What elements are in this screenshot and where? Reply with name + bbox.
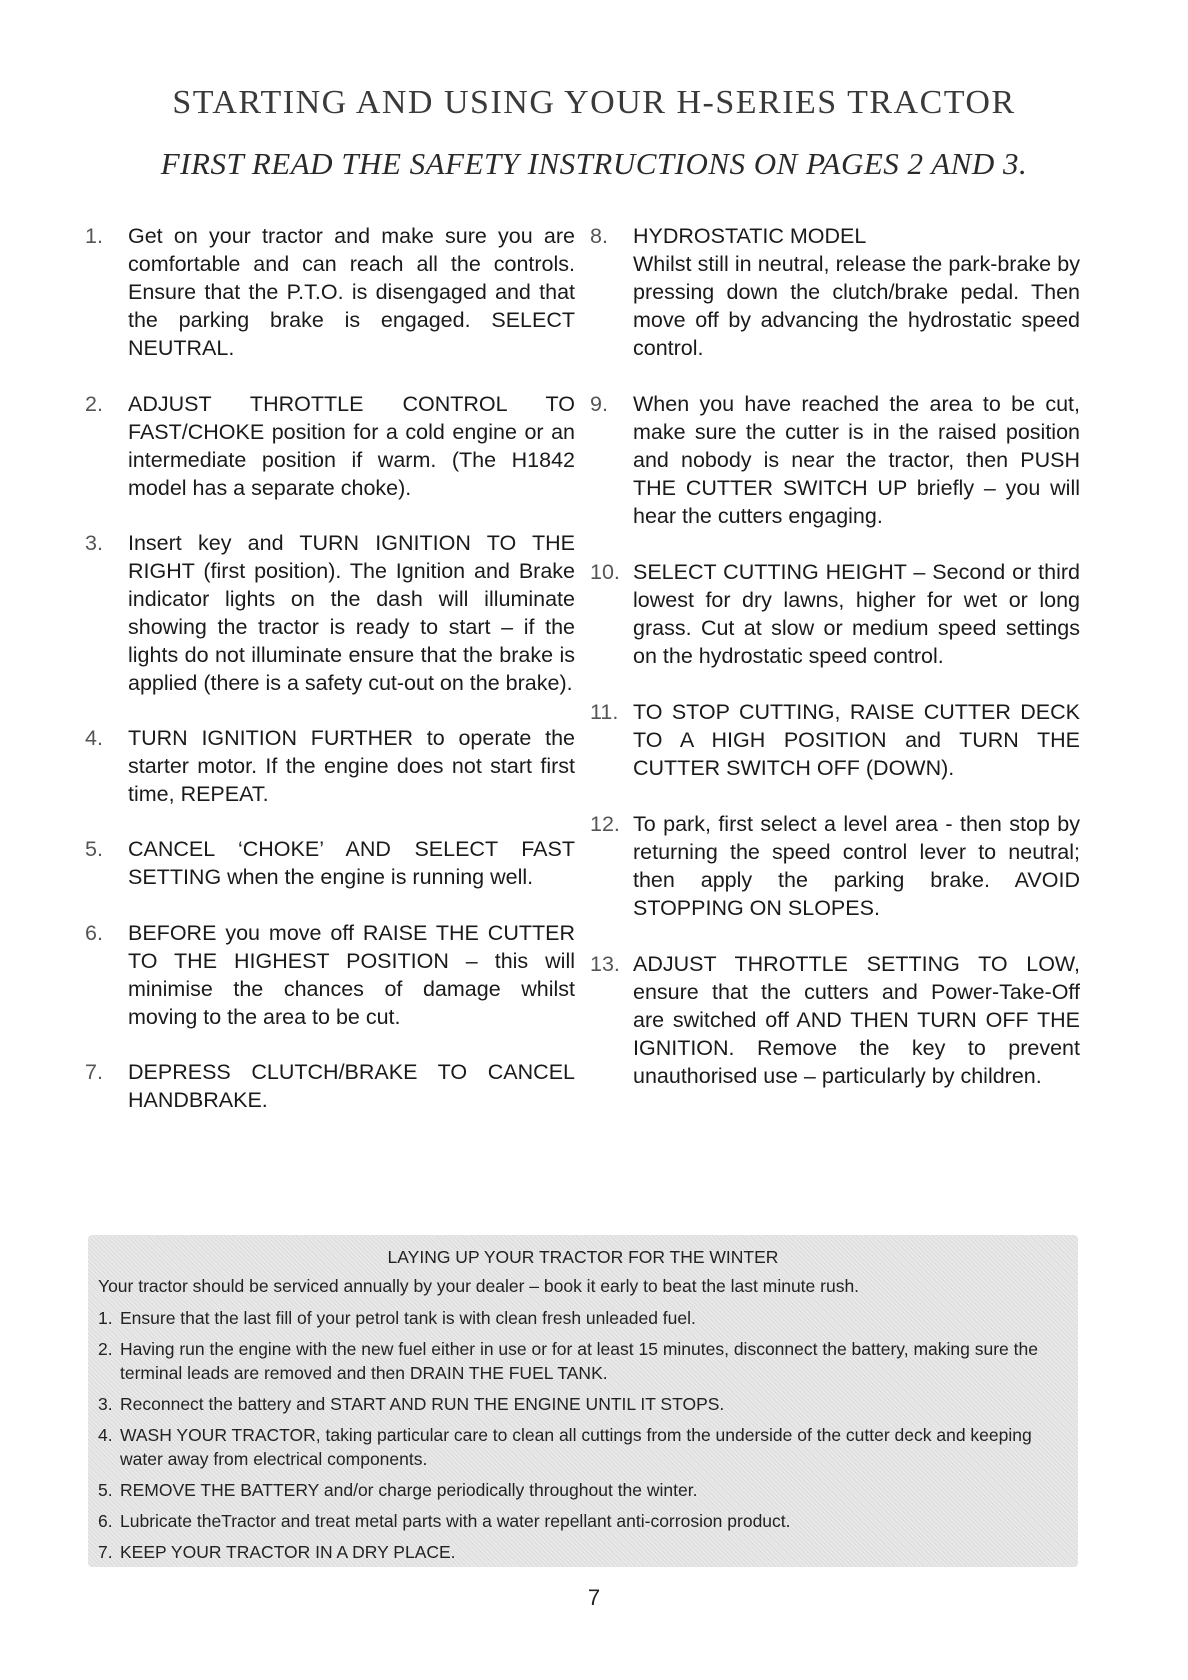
list-item bbox=[98, 1478, 1068, 1502]
winter-box-title: LAYING UP YOUR TRACTOR FOR THE WINTER bbox=[387, 1247, 779, 1267]
step-number: 10. bbox=[590, 560, 620, 584]
step-11 bbox=[590, 698, 1080, 782]
steps-left-column bbox=[85, 222, 575, 1114]
item-text: Ensure that the last fill of your petrol tank is with clean fresh unleaded fuel. bbox=[120, 1308, 696, 1328]
step-3 bbox=[85, 529, 575, 697]
step-number: 6. bbox=[85, 921, 103, 945]
step-text: Insert key and TURN IGNITION TO THE RIGHT (first position). The Ignition and Brake indicator lights on the dash will illuminate showing the tractor is ready to start – if the lights do not illuminate ensure that the brake is applied (there is a safety cut-out on the brake). bbox=[128, 531, 575, 695]
step-8 bbox=[590, 222, 1080, 362]
step-text: SELECT CUTTING HEIGHT – Second or third lowest for dry lawns, higher for wet or long grass. Cut at slow or medium speed settings on the hydrostatic speed control. bbox=[633, 560, 1080, 668]
list-item bbox=[98, 1306, 1068, 1330]
item-number: 7. bbox=[98, 1542, 113, 1562]
step-5 bbox=[85, 835, 575, 891]
step-12 bbox=[590, 810, 1080, 922]
item-text: KEEP YOUR TRACTOR IN A DRY PLACE. bbox=[120, 1542, 456, 1562]
safety-notice: FIRST READ THE SAFETY INSTRUCTIONS ON PAGES 2 AND 3. bbox=[160, 146, 1028, 181]
page-title: STARTING AND USING YOUR H-SERIES TRACTOR bbox=[172, 84, 1016, 121]
step-text: To park, first select a level area - then stop by returning the speed control lever to neutral; then apply the parking brake. AVOID STOPPING ON SLOPES. bbox=[633, 812, 1080, 920]
step-text: TURN IGNITION FURTHER to operate the starter motor. If the engine does not start first time, REPEAT. bbox=[128, 726, 575, 806]
step-7 bbox=[85, 1058, 575, 1114]
step-number: 4. bbox=[85, 726, 103, 750]
list-item bbox=[98, 1540, 1068, 1564]
step-text: BEFORE you move off RAISE THE CUTTER TO THE HIGHEST POSITION – this will minimise the chances of damage whilst moving to the area to be cut. bbox=[128, 921, 575, 1029]
step-text: ADJUST THROTTLE CONTROL TO FAST/CHOKE position for a cold engine or an intermediate position if warm. (The H1842 model has a separate choke). bbox=[128, 392, 575, 500]
step-number: 12. bbox=[590, 812, 620, 836]
step-text: CANCEL ‘CHOKE’ AND SELECT FAST SETTING when the engine is running well. bbox=[128, 837, 575, 889]
step-text: When you have reached the area to be cut, make sure the cutter is in the raised position and nobody is near the tractor, then PUSH THE CUTTER SWITCH UP briefly – you will hear the cutters engaging. bbox=[633, 392, 1080, 528]
list-item bbox=[98, 1337, 1068, 1385]
list-item bbox=[98, 1423, 1068, 1471]
item-number: 4. bbox=[98, 1425, 113, 1445]
item-number: 5. bbox=[98, 1480, 113, 1500]
item-text: Reconnect the battery and START AND RUN THE ENGINE UNTIL IT STOPS. bbox=[120, 1394, 725, 1414]
step-number: 7. bbox=[85, 1060, 103, 1084]
list-item bbox=[98, 1392, 1068, 1416]
step-number: 1. bbox=[85, 224, 103, 248]
step-13 bbox=[590, 950, 1080, 1090]
step-number: 5. bbox=[85, 837, 103, 861]
step-1 bbox=[85, 222, 575, 362]
step-text: TO STOP CUTTING, RAISE CUTTER DECK TO A HIGH POSITION and TURN THE CUTTER SWITCH OFF (DOWN). bbox=[633, 700, 1080, 780]
page-number: 7 bbox=[587, 1585, 601, 1610]
step-heading: HYDROSTATIC MODEL bbox=[633, 224, 867, 248]
item-number: 2. bbox=[98, 1339, 113, 1359]
step-text: Get on your tractor and make sure you are comfortable and can reach all the controls. Ensure that the P.T.O. is disengaged and that the parking brake is engaged. SELECT NEUTRAL. bbox=[128, 224, 575, 360]
winter-checklist bbox=[98, 1306, 1068, 1571]
item-text: REMOVE THE BATTERY and/or charge periodically throughout the winter. bbox=[120, 1480, 698, 1500]
step-number: 11. bbox=[590, 700, 619, 724]
step-number: 8. bbox=[590, 224, 608, 248]
step-10 bbox=[590, 558, 1080, 670]
step-text: Whilst still in neutral, release the park-brake by pressing down the clutch/brake pedal. Then move off by advancing the hydrostatic speed control. bbox=[633, 252, 1080, 360]
item-number: 1. bbox=[98, 1308, 113, 1328]
winter-layup-box bbox=[88, 1235, 1078, 1567]
step-text: DEPRESS CLUTCH/BRAKE TO CANCEL HANDBRAKE. bbox=[128, 1060, 575, 1112]
list-item bbox=[98, 1509, 1068, 1533]
step-number: 3. bbox=[85, 531, 103, 555]
item-text: Lubricate theTractor and treat metal parts with a water repellant anti-corrosion product. bbox=[120, 1511, 791, 1531]
item-text: WASH YOUR TRACTOR, taking particular care to clean all cuttings from the underside of the cutter deck and keeping water away from electrical components. bbox=[120, 1425, 1032, 1469]
step-number: 2. bbox=[85, 392, 103, 416]
step-2 bbox=[85, 390, 575, 502]
item-text: Having run the engine with the new fuel either in use or for at least 15 minutes, disconnect the battery, making sure the terminal leads are removed and then DRAIN THE FUEL TANK. bbox=[120, 1339, 1038, 1383]
winter-box-intro: Your tractor should be serviced annually by your dealer – book it early to beat the last minute rush. bbox=[98, 1276, 860, 1296]
steps-right-column bbox=[590, 222, 1080, 1090]
step-text: ADJUST THROTTLE SETTING TO LOW, ensure that the cutters and Power-Take-Off are switched off AND THEN TURN OFF THE IGNITION. Remove the key to prevent unauthorised use – particularly by children. bbox=[633, 952, 1080, 1088]
step-number: 9. bbox=[590, 392, 608, 416]
step-4 bbox=[85, 724, 575, 808]
step-6 bbox=[85, 919, 575, 1031]
item-number: 3. bbox=[98, 1394, 113, 1414]
step-9 bbox=[590, 390, 1080, 530]
item-number: 6. bbox=[98, 1511, 113, 1531]
step-number: 13. bbox=[590, 952, 620, 976]
